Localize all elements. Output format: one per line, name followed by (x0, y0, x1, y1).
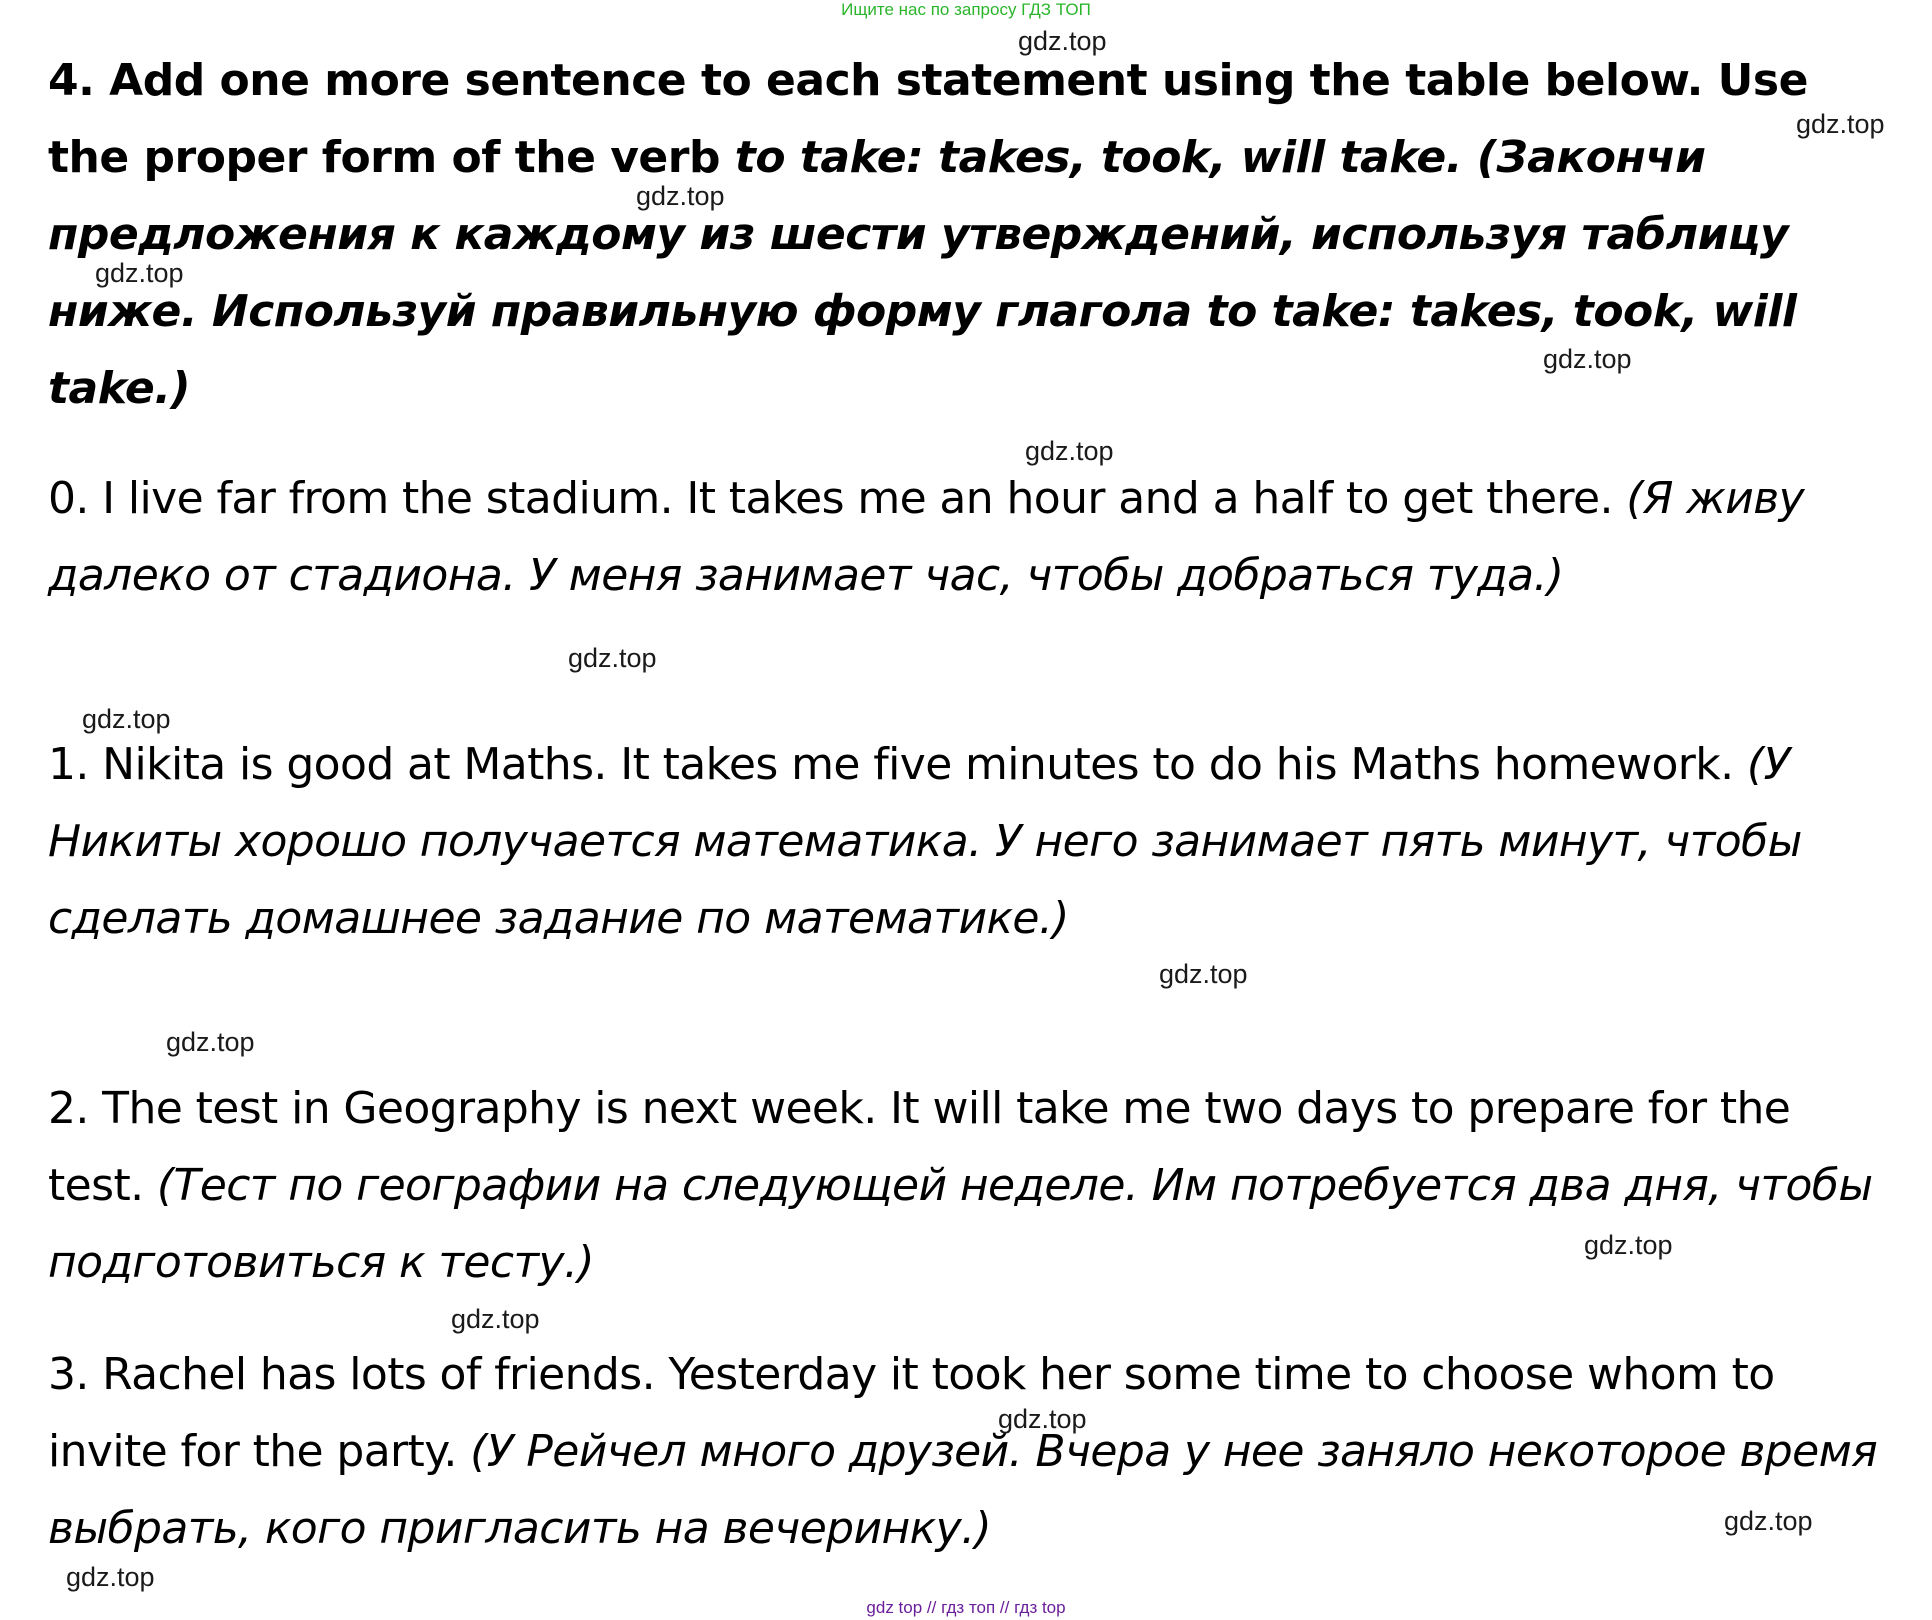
answer-translation: (У Никиты хорошо получается математика. У него занимает пять минут, чтобы сделать домашнее задание по математике.) (48, 739, 1802, 944)
watermark: gdz.top (1018, 26, 1107, 56)
watermark: gdz.top (1796, 109, 1885, 139)
watermark: gdz.top (1584, 1230, 1673, 1260)
answer-item (48, 726, 1898, 957)
watermark: gdz.top (636, 181, 725, 211)
answer-translation: (Я живу далеко от стадиона. У меня занимает час, чтобы добраться туда.) (48, 473, 1805, 601)
watermark: gdz.top (998, 1404, 1087, 1434)
watermark: gdz.top (1724, 1506, 1813, 1536)
top-banner: Ищите нас по запросу ГДЗ ТОП (841, 0, 1091, 19)
watermark: gdz.top (1025, 436, 1114, 466)
answer-english: 3. Rachel has lots of friends. Yesterday it took her some time to choose whom to invite for the party. (48, 1349, 1775, 1477)
answer-item (48, 1070, 1898, 1301)
bottom-watermark-bar: gdz top // гдз топ // гдз top (866, 1598, 1066, 1617)
answer-item (48, 1336, 1898, 1567)
answer-item (48, 460, 1898, 614)
answer-english: 2. The test in Geography is next week. It will take me two days to prepare for the test. (48, 1083, 1791, 1211)
task-heading-italic: to take: takes, took, will take. (Закончи предложения к каждому из шести утверждений, используя таблицу ниже. Используй правильную форму глагола to take: takes, took, will take.) (48, 132, 1797, 414)
watermark: gdz.top (1543, 344, 1632, 374)
watermark: gdz.top (95, 258, 184, 288)
answer-english: 1. Nikita is good at Maths. It takes me five minutes to do his Maths homework. (48, 739, 1747, 790)
answer-english: 0. I live far from the stadium. It takes me an hour and a half to get there. (48, 473, 1627, 524)
watermark: gdz.top (66, 1562, 155, 1592)
task-heading-text: 4. Add one more sentence to each statement using the table below. Use the proper form of the verb (48, 55, 1808, 183)
watermark: gdz.top (1159, 959, 1248, 989)
watermark: gdz.top (451, 1304, 540, 1334)
answer-translation: (У Рейчел много друзей. Вчера у нее заняло некоторое время выбрать, кого пригласить на вечеринку.) (48, 1426, 1878, 1554)
watermark: gdz.top (82, 704, 171, 734)
answer-translation: (Тест по географии на следующей неделе. Им потребуется два дня, чтобы подготовиться к тесту.) (48, 1160, 1873, 1288)
watermark: gdz.top (166, 1027, 255, 1057)
watermark: gdz.top (568, 643, 657, 673)
